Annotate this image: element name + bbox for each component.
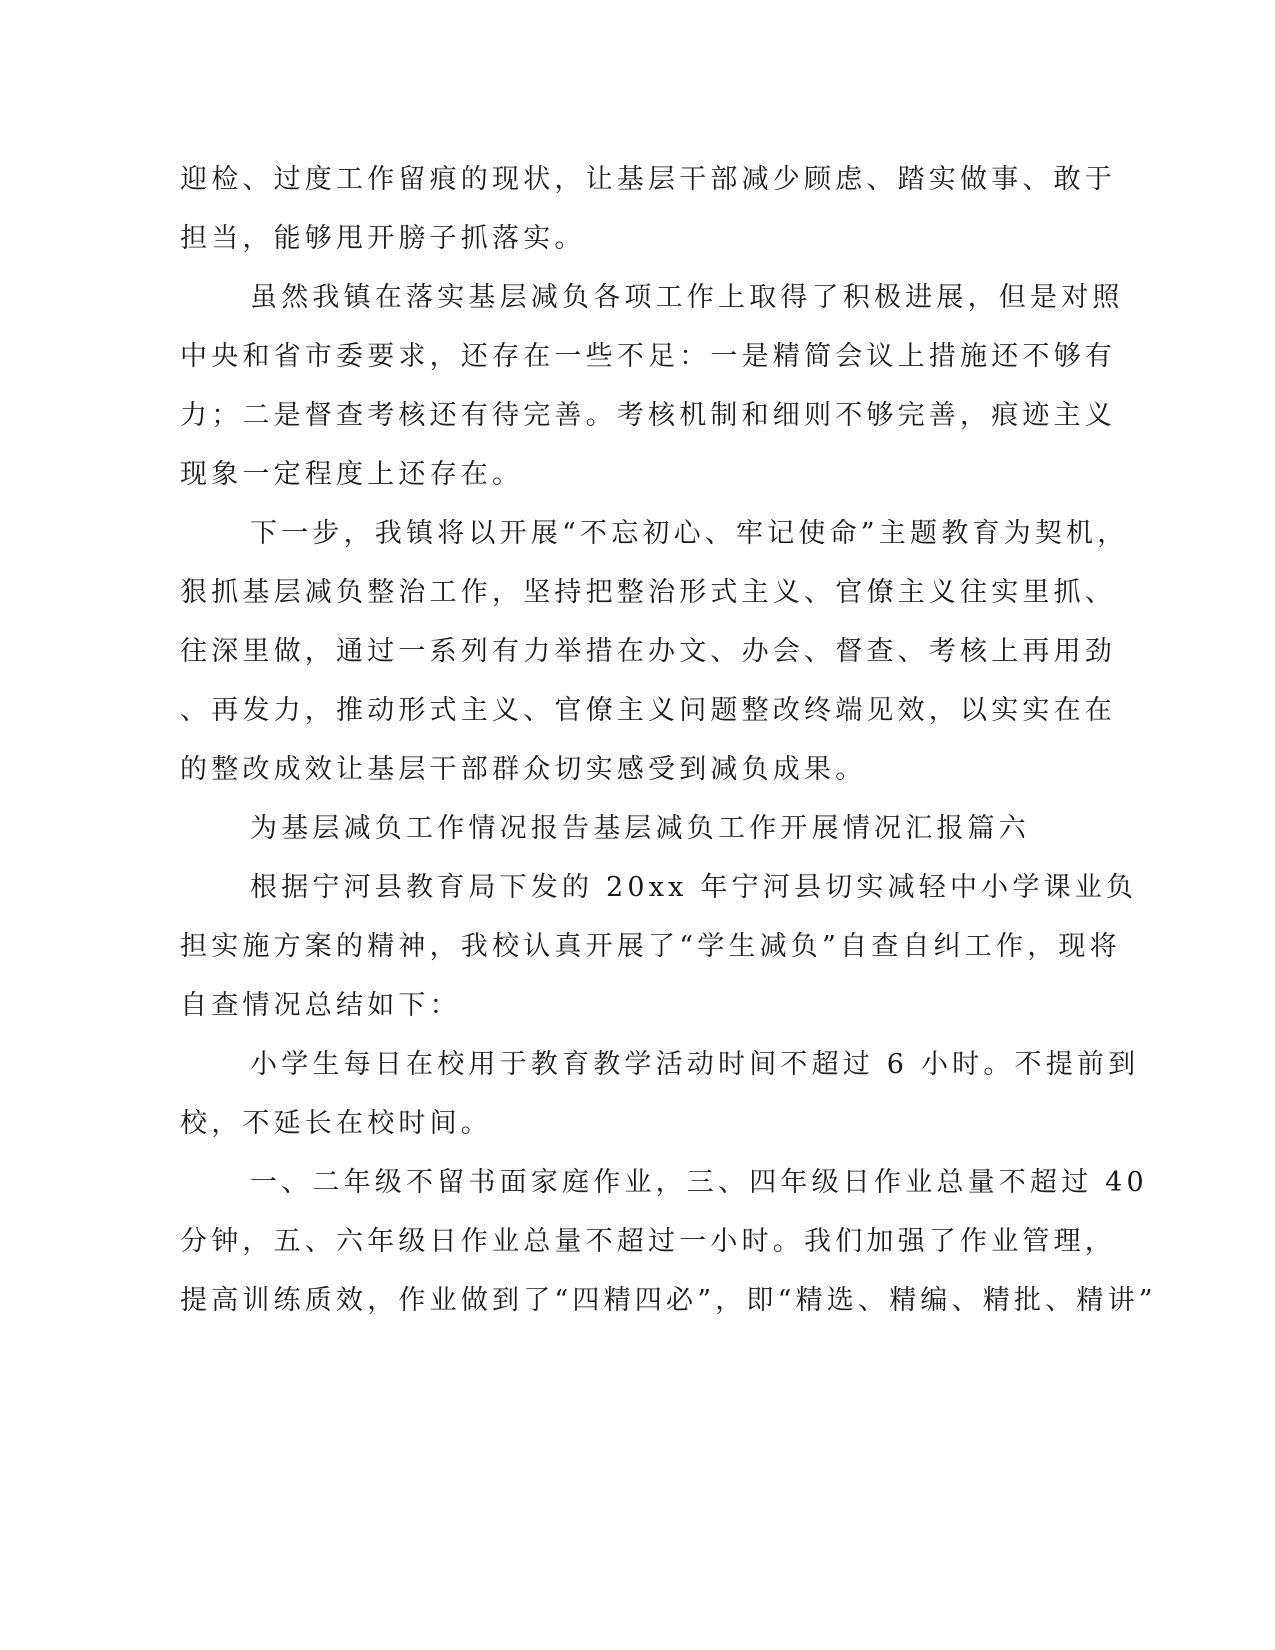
text-line: 自查情况总结如下： (180, 990, 461, 1021)
text-line: 分钟，五、六年级日作业总量不超过一小时。我们加强了作业管理， (180, 1226, 1116, 1257)
text-line: 力；二是督查考核还有待完善。考核机制和细则不够完善，痕迹主义 (180, 400, 1116, 431)
section-heading: 为基层减负工作情况报告基层减负工作开展情况汇报篇六 (250, 813, 1030, 844)
text-line: 中央和省市委要求，还存在一些不足：一是精简会议上措施还不够有 (180, 341, 1116, 372)
text-line: 校，不延长在校时间。 (180, 1108, 492, 1139)
paragraph-start: 根据宁河县教育局下发的 20xx 年宁河县切实减轻中小学课业负 (250, 872, 1138, 903)
paragraph-start: 小学生每日在校用于教育教学活动时间不超过 6 小时。不提前到 (250, 1049, 1140, 1080)
paragraph-start: 下一步，我镇将以开展“不忘初心、牢记使命”主题教育为契机， (250, 518, 1129, 549)
paragraph-start: 一、二年级不留书面家庭作业，三、四年级日作业总量不超过 40 (250, 1167, 1148, 1198)
text-line: 担当，能够甩开膀子抓落实。 (180, 223, 586, 254)
text-line: 的整改成效让基层干部群众切实感受到减负成果。 (180, 754, 867, 785)
text-line: 、再发力，推动形式主义、官僚主义问题整改终端见效，以实实在在 (180, 695, 1116, 726)
text-line: 现象一定程度上还存在。 (180, 459, 524, 490)
text-line: 狠抓基层减负整治工作，坚持把整治形式主义、官僚主义往实里抓、 (180, 577, 1116, 608)
paragraph-start: 虽然我镇在落实基层减负各项工作上取得了积极进展，但是对照 (250, 282, 1124, 313)
text-line: 担实施方案的精神，我校认真开展了“学生减负”自查自纠工作，现将 (180, 931, 1121, 962)
text-line: 迎检、过度工作留痕的现状，让基层干部减少顾虑、踏实做事、敢于 (180, 164, 1116, 195)
text-line: 提高训练质效，作业做到了“四精四必”，即“精选、精编、精批、精讲” (180, 1285, 1157, 1316)
text-line: 往深里做，通过一系列有力举措在办文、办会、督查、考核上再用劲 (180, 636, 1116, 667)
